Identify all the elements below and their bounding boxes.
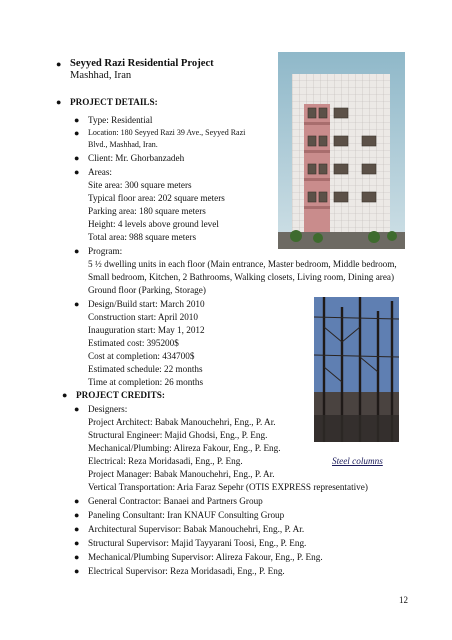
- page-number: 12: [399, 595, 408, 605]
- credit-line: Paneling Consultant: Iran KNAUF Consulting Group: [88, 510, 285, 520]
- area-line: Total area: 988 square meters: [88, 232, 197, 242]
- designers-label: Designers:: [88, 404, 128, 414]
- bullet-icon: ●: [56, 59, 62, 69]
- credit-line: Mechanical/Plumbing Supervisor: Alireza Fakour, Eng., P. Eng.: [88, 552, 323, 562]
- location-line-1: Location: 180 Seyyed Razi 39 Ave., Seyyed Razi: [88, 128, 246, 137]
- bullet-icon: ●: [62, 390, 68, 400]
- designer-line: Vertical Transportation: Aria Faraz Sepehr (OTIS EXPRESS representative): [88, 482, 368, 492]
- bullet-icon: ●: [74, 552, 80, 562]
- bullet-icon: ●: [74, 524, 80, 534]
- designer-line: Electrical: Reza Moridasadi, Eng., P. Eng.: [88, 456, 243, 466]
- area-line: Site area: 300 square meters: [88, 180, 192, 190]
- location-line-2: Blvd., Mashhad, Iran.: [88, 140, 158, 149]
- program-label: Program:: [88, 246, 123, 256]
- bullet-icon: ●: [74, 496, 80, 506]
- type-line: Type: Residential: [88, 115, 153, 125]
- project-location: Mashhad, Iran: [70, 70, 132, 81]
- credits-heading: PROJECT CREDITS:: [76, 390, 165, 400]
- designer-line: Project Architect: Babak Manouchehri, Eng., P. Ar.: [88, 417, 276, 427]
- credit-line: Architectural Supervisor: Babak Manouchehri, Eng., P. Ar.: [88, 524, 305, 534]
- schedule-line: Construction start: April 2010: [88, 312, 198, 322]
- area-line: Height: 4 levels above ground level: [88, 219, 219, 229]
- schedule-line: Design/Build start: March 2010: [88, 299, 205, 309]
- designer-line: Mechanical/Plumbing: Alireza Fakour, Eng., P. Eng.: [88, 443, 281, 453]
- bullet-icon: ●: [74, 299, 80, 309]
- credit-line: Structural Supervisor: Majid Tayyarani Toosi, Eng., P. Eng.: [88, 538, 307, 548]
- area-line: Parking area: 180 square meters: [88, 206, 206, 216]
- bullet-icon: ●: [74, 510, 80, 520]
- areas-label: Areas:: [88, 167, 112, 177]
- project-title: Seyyed Razi Residential Project: [70, 58, 214, 69]
- bullet-icon: ●: [74, 538, 80, 548]
- bullet-icon: ●: [74, 115, 80, 125]
- steel-columns-photo: [314, 297, 399, 442]
- bullet-icon: ●: [74, 404, 80, 414]
- schedule-line: Estimated schedule: 22 months: [88, 364, 203, 374]
- bullet-icon: ●: [74, 246, 80, 256]
- program-line: 5 ½ dwelling units in each floor (Main entrance, Master bedroom, Middle bedroom,: [88, 259, 397, 269]
- program-line: Ground floor (Parking, Storage): [88, 285, 206, 295]
- program-line: Small bedroom, Kitchen, 2 Bathrooms, Walking closets, Living room, Dining area): [88, 272, 395, 282]
- designer-line: Structural Engineer: Majid Ghodsi, Eng., P. Eng.: [88, 430, 268, 440]
- details-heading: PROJECT DETAILS:: [70, 97, 158, 107]
- designer-line: Project Manager: Babak Manouchehri, Eng., P. Ar.: [88, 469, 275, 479]
- area-line: Typical floor area: 202 square meters: [88, 193, 225, 203]
- building-rendering-image: [278, 52, 405, 249]
- bullet-icon: ●: [56, 97, 62, 107]
- credit-line: Electrical Supervisor: Reza Moridasadi, Eng., P. Eng.: [88, 566, 285, 576]
- client-line: Client: Mr. Ghorbanzadeh: [88, 153, 185, 163]
- schedule-line: Time at completion: 26 months: [88, 377, 204, 387]
- schedule-line: Cost at completion: 434700$: [88, 351, 195, 361]
- photo-caption: Steel columns: [332, 456, 383, 466]
- bullet-icon: ●: [74, 128, 80, 138]
- schedule-line: Inauguration start: May 1, 2012: [88, 325, 205, 335]
- schedule-line: Estimated cost: 395200$: [88, 338, 179, 348]
- bullet-icon: ●: [74, 153, 80, 163]
- bullet-icon: ●: [74, 167, 80, 177]
- credit-line: General Contractor: Banaei and Partners Group: [88, 496, 263, 506]
- bullet-icon: ●: [74, 566, 80, 576]
